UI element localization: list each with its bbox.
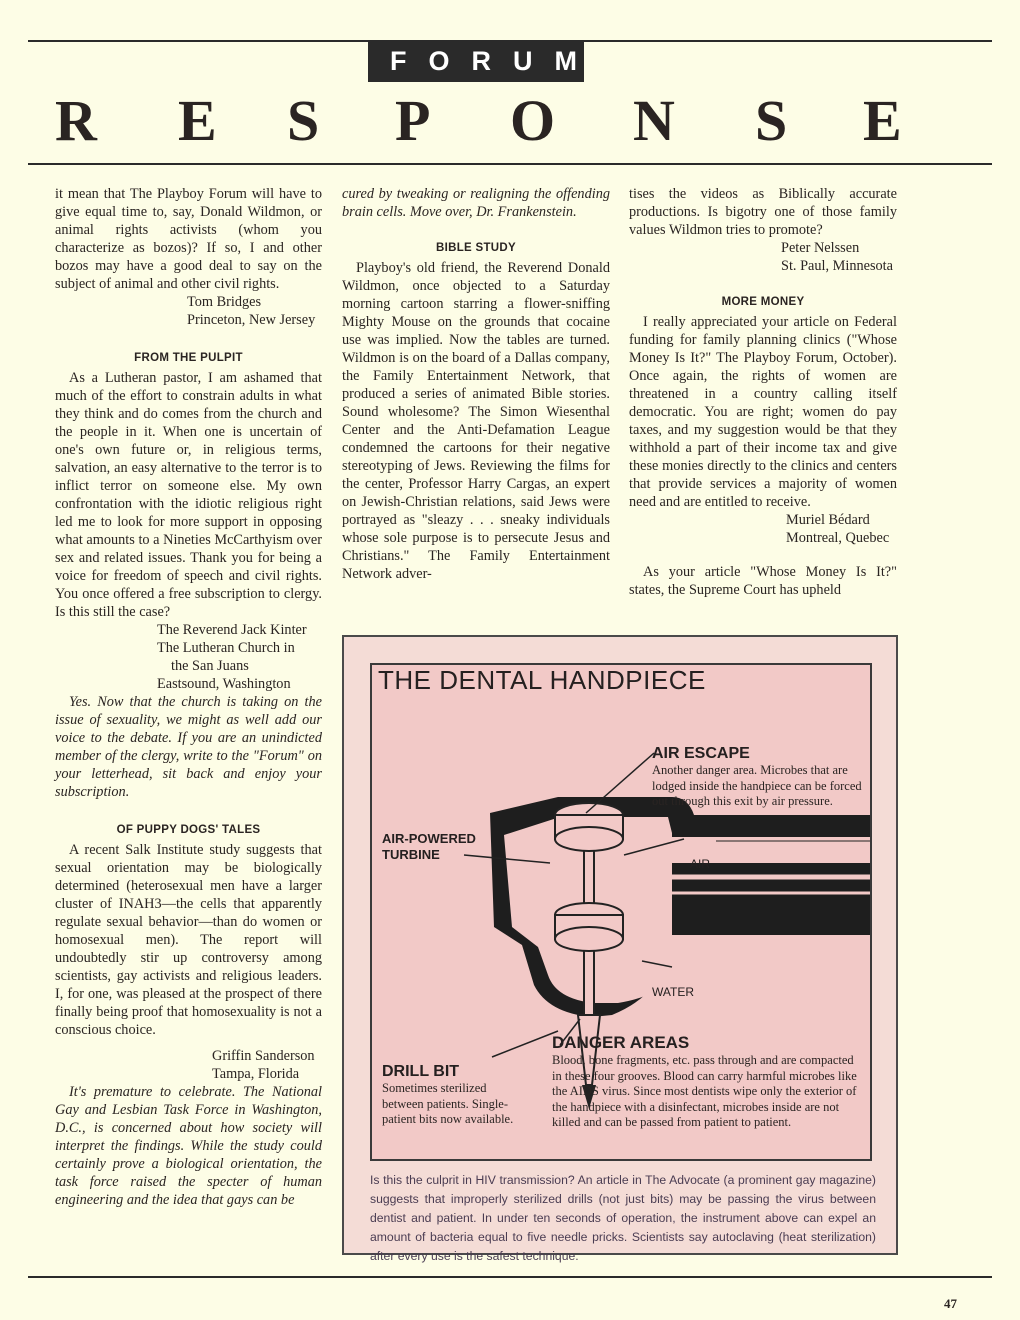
response-letter: N [633, 88, 675, 153]
figure-caption: Is this the culprit in HIV transmission? An article in The Advocate (a prominent gay magazine) suggests that improperly sterilized drills (not just bits) may be passing the virus between dentist and patient. In under ten seconds of operation, the instrument above can expel an amount of bacteria equal to five needle pricks. Scientists say autoclaving (heat sterilization) after every use is the safest technique. [370, 1173, 876, 1263]
header-rule [28, 163, 992, 165]
letter-text: tises the videos as Biblically accurate productions. Is bigotry one of those family values Wildmon tries to promote? [629, 186, 897, 238]
signature: The Reverend Jack Kinter The Lutheran Church in the San Juans Eastsound, Washington [157, 622, 307, 692]
column-1 [55, 185, 322, 1209]
signature: Tom Bridges Princeton, New Jersey [187, 294, 316, 328]
response-letter: S [755, 88, 788, 153]
letter-text: I really appreciated your article on Federal funding for family planning clinics ("Whose Money Is It?" The Playboy Forum, October). Once again, the rights of women are threatened in a country calling itself democratic. You are right; women do pay taxes, and my suggestion would be that they withhold a part of their income tax and give these monies directly to the clinics and centers that provide services a majority of women need and are entitled to receive. [629, 314, 897, 510]
page-number: 47 [944, 1296, 957, 1311]
column-3 [629, 185, 897, 599]
letter-text: it mean that The Playboy Forum will have to give equal time to, say, Donald Wildmon, or animal rights activists (whom you characterize as bozos)? If so, I and other bozos may have a good deal to say on the subject of animal and other civil rights. [55, 186, 322, 292]
air-escape-label: AIR ESCAPE [652, 745, 750, 762]
air-label: AIR [690, 857, 711, 871]
signature: Muriel Bédard Montreal, Quebec [786, 512, 890, 546]
letter-text: As your article "Whose Money Is It?" states, the Supreme Court has upheld [629, 564, 897, 598]
turbine-label: TURBINE [382, 847, 440, 862]
diagram-panel [370, 663, 872, 1161]
response-letter: E [178, 88, 217, 153]
turbine-label: AIR-POWERED [382, 831, 476, 846]
air-escape-desc: Another danger area. Microbes that are lodged inside the handpiece can be forced out through this exit by air pressure. [652, 763, 862, 808]
section-heading: OF PUPPY DOGS' TALES [116, 824, 261, 836]
section-heading: MORE MONEY [721, 296, 805, 308]
letter-text: As a Lutheran pastor, I am ashamed that much of the effort to constrain adults in what they think and do comes from the church and the people in it. When one is uncertain of one's own future or, in religious terms, salvation, an easy alternative to the terror is to inflict terror on someone else. My own confrontation with the idiotic religious right led me to look for more support in opposing what amounts to a Nineties McCarthyism over sex and related issues. Thank you for being a voice for freedom of speech and civil rights. You once offered a free subscription to clergy. Is this still the case? [55, 370, 322, 620]
section-heading: BIBLE STUDY [436, 242, 516, 254]
danger-areas-label: DANGER AREAS [552, 1033, 690, 1052]
response-letter: O [510, 88, 556, 153]
editor-reply: It's premature to celebrate. The National Gay and Lesbian Task Force in Washington, D.C., is concerned about how society will interpret the findings. While the study could certainly prove a biological orientation, the task force raised the specter of human engineering and the idea that gays can be [55, 1084, 322, 1208]
drill-bit-desc: Sometimes sterilized between patients. Single-patient bits now available. [382, 1081, 514, 1126]
column-2 [342, 185, 610, 583]
section-heading: FROM THE PULPIT [134, 352, 243, 364]
forum-label: FORUM [368, 40, 584, 82]
water-label: WATER [652, 985, 694, 999]
drill-arrow [492, 1031, 558, 1057]
editor-reply: cured by tweaking or realigning the offending brain cells. Move over, Dr. Frankenstein. [342, 186, 610, 220]
editor-reply: Yes. Now that the church is taking on the issue of sexuality, we might as well add our voice to the debate. If you are an unindicted member of the clergy, write to the "Forum" on your letterhead, sit back and enjoy your subscription. [55, 694, 322, 800]
signature: Peter Nelssen St. Paul, Minnesota [781, 240, 893, 274]
dental-handpiece-figure [342, 635, 898, 1263]
drill-bit-label: DRILL BIT [382, 1063, 460, 1080]
figure-title: THE DENTAL HANDPIECE [378, 665, 706, 695]
letter-text: Playboy's old friend, the Reverend Donald Wildmon, once objected to a Saturday morning cartoon starring a flower-sniffing Mighty Mouse on the grounds that cocaine use was implied. Now the tables are turned. Wildmon is on the board of a Dallas company, the Family Entertainment Network, that produced a series of animated Bible stories. Sound wholesome? The Simon Wiesenthal Center and the Anti-Defamation League condemned the cartoons for their negative stereotyping of Jews. Reviewing the films for the center, Professor Harry Cargas, an expert on Jewish-Christian relations, said Jews were portrayed as "sleazy . . . sneaky individuals whose sole purpose is to persecute Jesus and Christians." The Family Entertainment Network adver- [342, 260, 610, 582]
danger-areas-desc: Blood, bone fragments, etc. pass through and are compacted in these four grooves. Blood can carry harmful microbes like the AIDS virus. Since most dentists wipe only the exterior of the handpiece with a disinfectant, microbes inside are not killed and can be passed from patient to patient. [552, 1053, 857, 1129]
signature: Griffin Sanderson Tampa, Florida [212, 1048, 315, 1082]
response-letter: S [287, 88, 320, 153]
response-letter: E [863, 88, 902, 153]
response-letter: P [395, 88, 431, 153]
letter-text: A recent Salk Institute study suggests that sexual orientation may be biologically determined (heterosexual men have a larger cluster of INAH3—the cells that apparently regulate sexual behavior—than do women or homosexual men). The report will undoubtedly stir up controversy among scientists, gay activists and religious leaders. I, for one, was pleased at the prospect of there finally being proof that homosexuality is not a conscious choice. [55, 842, 322, 1038]
response-letter: R [55, 88, 97, 153]
bottom-rule [28, 1276, 992, 1278]
